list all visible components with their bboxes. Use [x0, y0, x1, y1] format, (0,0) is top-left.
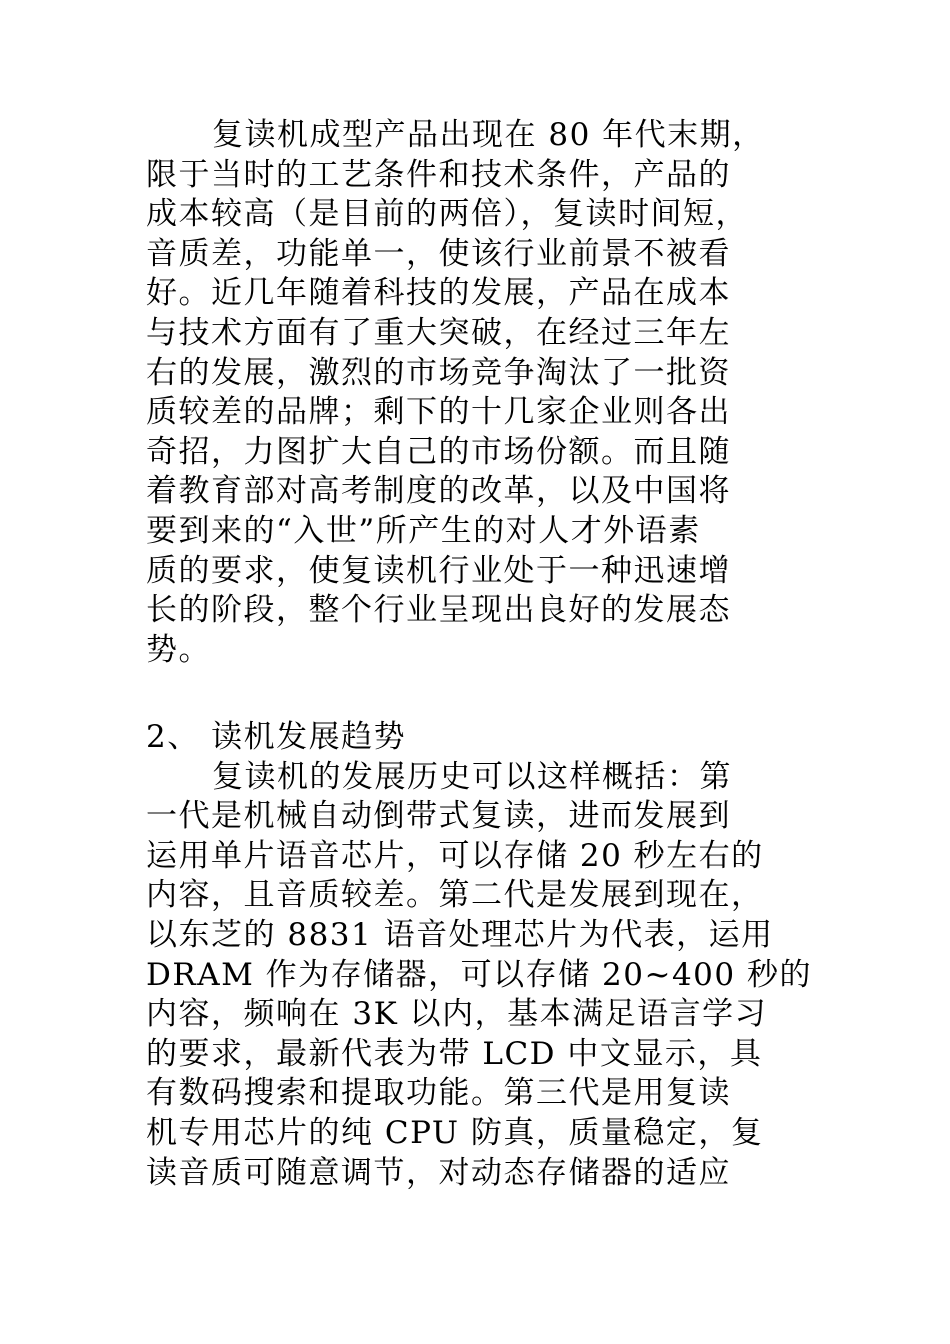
text-line: 复读机的发展历史可以这样概括：第	[212, 758, 732, 795]
text-line: 复读机成型产品出现在 80 年代末期，	[212, 117, 765, 153]
text-line: 奇招，力图扩大自己的市场份额。而且随	[146, 433, 731, 470]
text-line: 一代是机械自动倒带式复读，进而发展到	[146, 798, 731, 835]
text-line: 质较差的品牌；剩下的十几家企业则各出	[146, 394, 731, 431]
text-line: 读音质可随意调节，对动态存储器的适应	[146, 1154, 731, 1191]
paragraph-history	[146, 116, 836, 670]
text-line: 与技术方面有了重大突破，在经过三年左	[146, 314, 731, 351]
text-line: 长的阶段，整个行业呈现出良好的发展态	[146, 592, 731, 629]
text-line: 成本较高（是目前的两倍），复读时间短，	[146, 196, 748, 233]
text-line: 好。近几年随着科技的发展，产品在成本	[146, 275, 731, 312]
text-line: 音质差，功能单一，使该行业前景不被看	[146, 235, 731, 272]
section-heading: 2、 读机发展趋势	[146, 719, 407, 755]
text-line: 限于当时的工艺条件和技术条件，产品的	[146, 156, 731, 193]
text-line: 内容，且音质较差。第二代是发展到现在，	[146, 877, 764, 914]
text-line: 势。	[146, 631, 211, 668]
section-trend	[146, 718, 836, 1193]
text-line: 有数码搜索和提取功能。第三代是用复读	[146, 1075, 731, 1112]
text-line: 运用单片语音芯片，可以存储 20 秒左右的	[146, 837, 764, 874]
text-line: DRAM 作为存储器，可以存储 20~400 秒的	[146, 956, 812, 993]
text-line: 要到来的“入世”所产生的对人才外语素	[146, 512, 701, 549]
text-line: 机专用芯片的纯 CPU 防真，质量稳定，复	[146, 1114, 764, 1151]
text-line: 内容，频响在 3K 以内，基本满足语言学习	[146, 996, 768, 1033]
text-line: 质的要求，使复读机行业处于一种迅速增	[146, 552, 731, 589]
text-line: 着教育部对高考制度的改革，以及中国将	[146, 473, 731, 510]
text-line: 以东芝的 8831 语音处理芯片为代表，运用	[146, 916, 774, 953]
text-line: 的要求，最新代表为带 LCD 中文显示，具	[146, 1035, 763, 1072]
text-line: 右的发展，激烈的市场竞争淘汰了一批资	[146, 354, 731, 391]
